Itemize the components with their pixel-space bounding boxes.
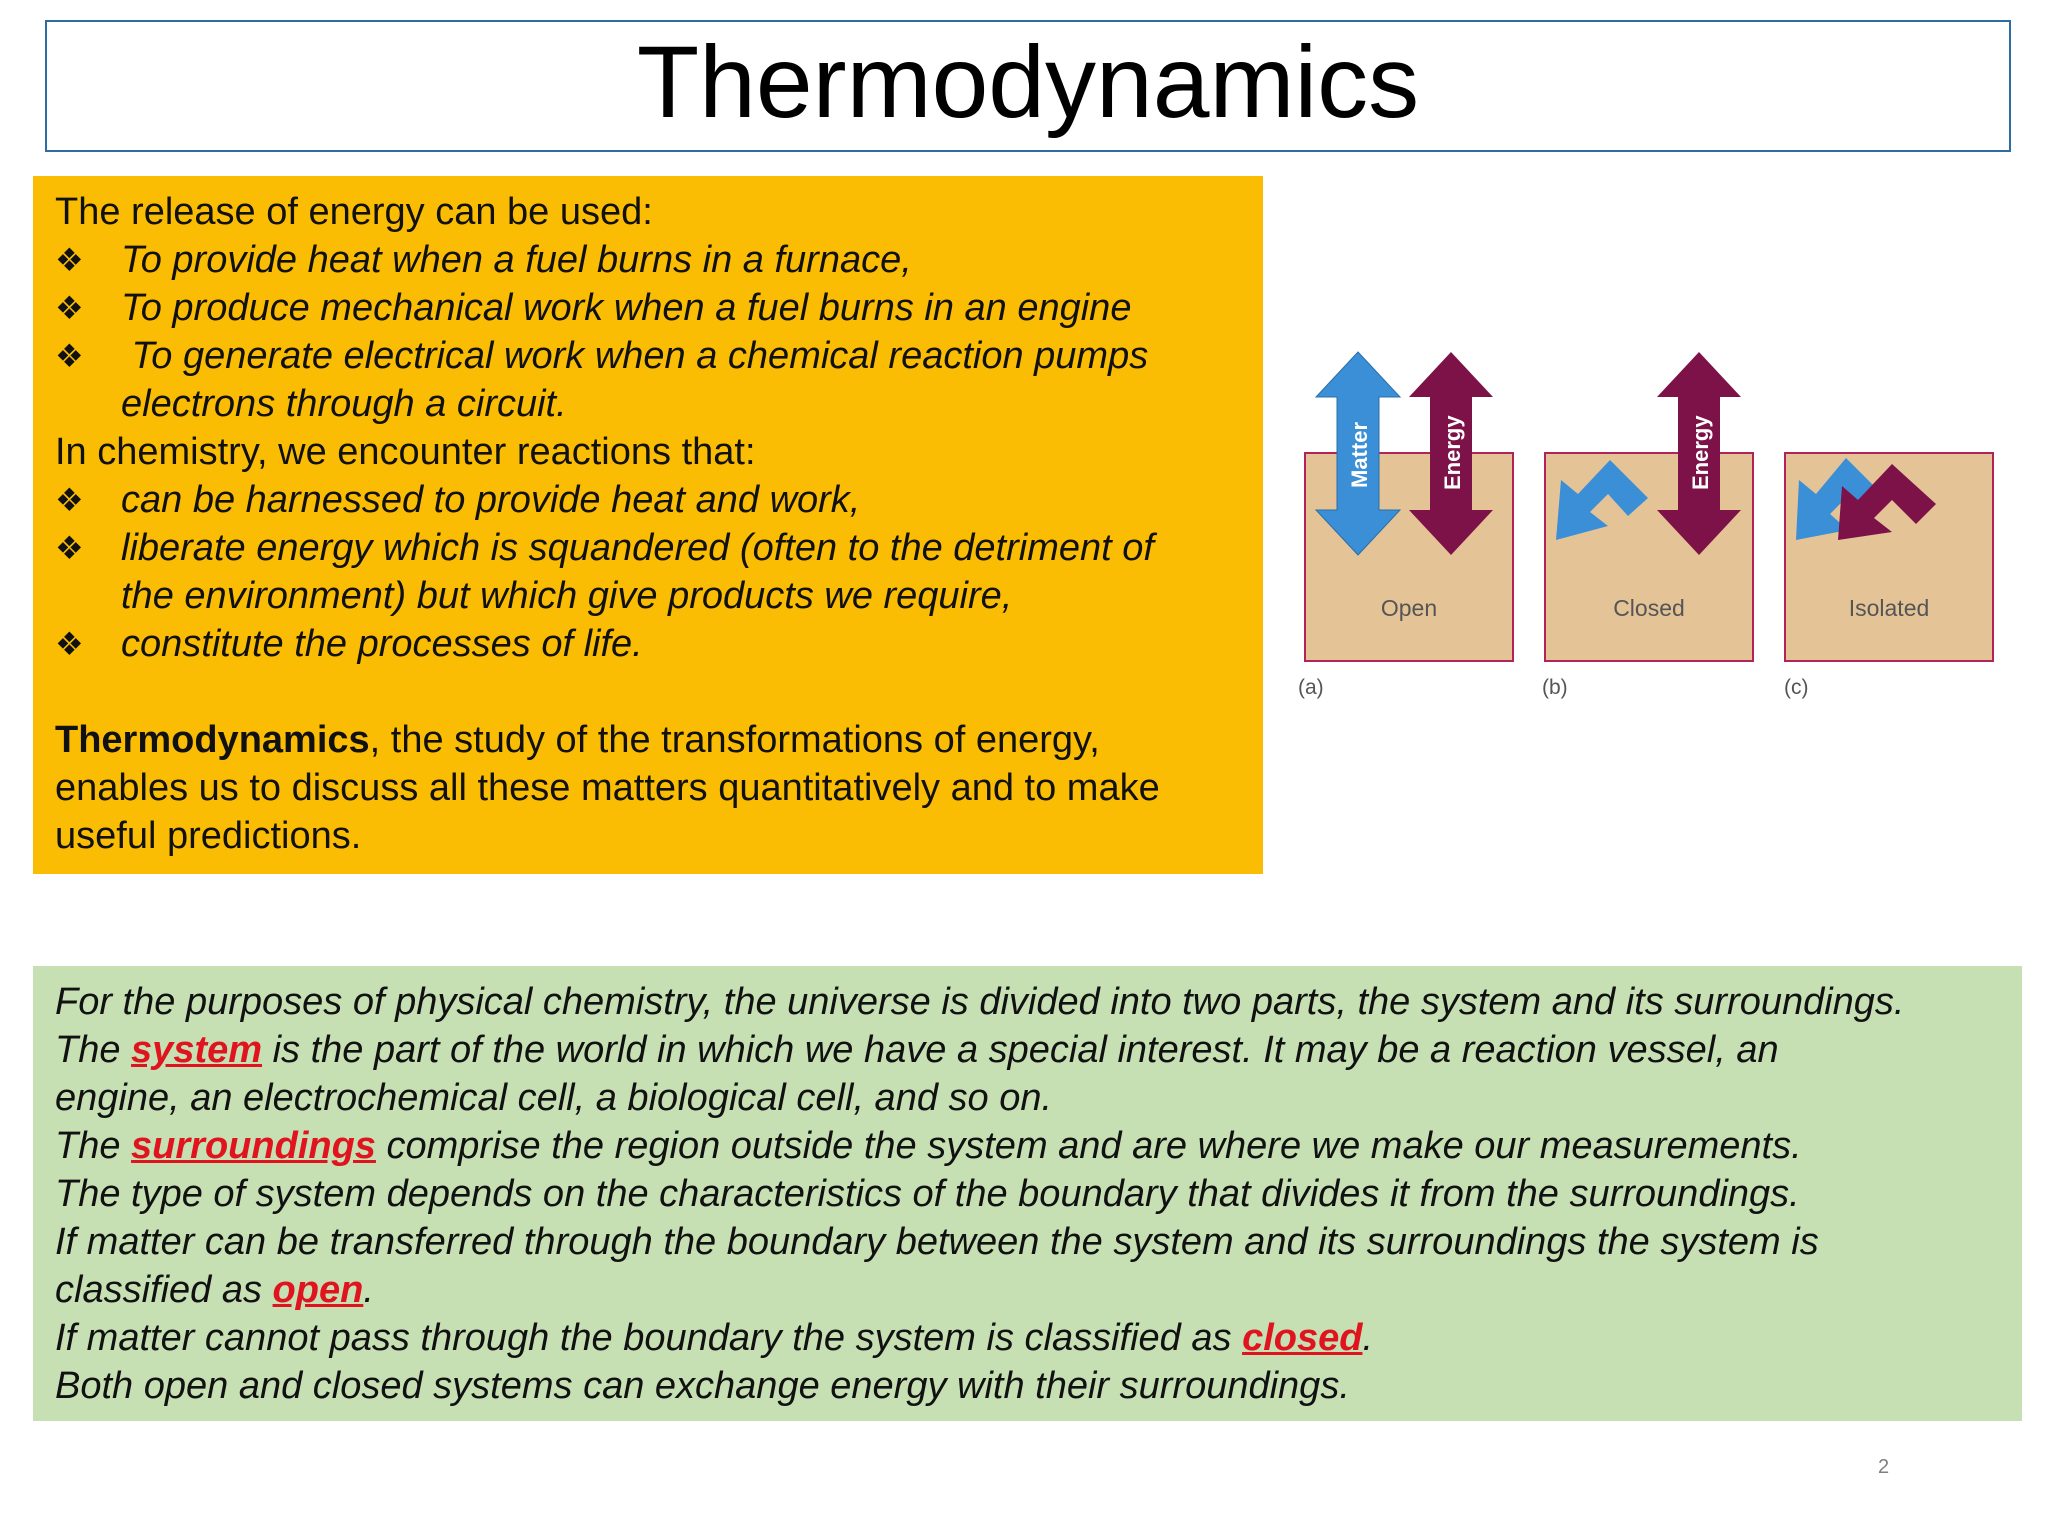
diamond-bullet-icon: ❖ — [55, 530, 84, 566]
paragraph-line: engine, an electrochemical cell, a biological cell, and so on. — [55, 1077, 1053, 1119]
use-text: To produce mechanical work when a fuel burns in an engine — [121, 287, 1132, 329]
reaction-text: can be harnessed to provide heat and work, — [121, 479, 861, 521]
panel-sublabel-b: (b) — [1542, 676, 1568, 699]
term-closed: closed — [1242, 1317, 1363, 1359]
page-number: 2 — [1878, 1456, 1890, 1478]
text-fragment: . — [1362, 1317, 1374, 1359]
uses-intro: The release of energy can be used: — [55, 191, 653, 233]
reaction-item — [55, 524, 1245, 572]
paragraph-line — [55, 1314, 2022, 1362]
paragraph-line: Both open and closed systems can exchange energy with their surroundings. — [55, 1365, 1350, 1407]
reaction-text: liberate energy which is squandered (often to the detriment of — [121, 527, 1154, 569]
definition-line: useful predictions. — [55, 815, 362, 857]
text-fragment: is the part of the world in which we have a special interest. It may be a reaction vessel, an — [262, 1029, 1779, 1071]
text-fragment: If matter cannot pass through the boundary the system is classified as — [55, 1317, 1243, 1359]
use-text: To generate electrical work when a chemical reaction pumps — [121, 335, 1149, 377]
text-fragment: classified as — [55, 1269, 273, 1311]
reaction-text: constitute the processes of life. — [121, 623, 643, 665]
energy-arrow-label: Energy — [1440, 415, 1465, 490]
slide-title: Thermodynamics — [636, 25, 1420, 139]
paragraph-line: The type of system depends on the characteristics of the boundary that divides it from the surroundings. — [55, 1173, 1800, 1215]
reaction-item — [55, 476, 1245, 524]
matter-arrow-label: Matter — [1347, 421, 1372, 488]
reactions-intro: In chemistry, we encounter reactions that: — [55, 431, 756, 473]
paragraph-line: If matter can be transferred through the boundary between the system and its surroundings the system is — [55, 1221, 1819, 1263]
system-arrows-diagram — [1296, 340, 2016, 720]
panel-label-isolated: Isolated — [1848, 595, 1930, 621]
definition-line — [55, 716, 1245, 764]
use-item — [55, 284, 1245, 332]
definition-line: enables us to discuss all these matters quantitatively and to make — [55, 767, 1160, 809]
diamond-bullet-icon: ❖ — [55, 338, 84, 374]
matter-arrow-icon — [1556, 460, 1648, 540]
diamond-bullet-icon: ❖ — [55, 242, 84, 278]
energy-arrow-label: Energy — [1688, 415, 1713, 490]
text-fragment: The — [55, 1029, 132, 1071]
paragraph-line — [55, 1122, 2022, 1170]
title-box — [45, 20, 2011, 152]
panel-label-open: Open — [1380, 595, 1438, 621]
paragraph-line — [55, 1266, 2022, 1314]
reaction-item — [55, 620, 1245, 668]
definition-term: Thermodynamics — [55, 719, 370, 761]
panel-sublabel-a: (a) — [1298, 676, 1324, 699]
panel-sublabel-c: (c) — [1784, 676, 1809, 699]
diamond-bullet-icon: ❖ — [55, 626, 84, 662]
text-fragment: . — [363, 1269, 374, 1311]
reaction-text-continuation: the environment) but which give products we require, — [121, 575, 1013, 617]
use-item — [55, 236, 1245, 284]
term-system: system — [131, 1029, 263, 1071]
use-text: To provide heat when a fuel burns in a furnace, — [121, 239, 912, 281]
panel-label-closed: Closed — [1613, 595, 1685, 621]
system-types-figure — [1296, 340, 2016, 720]
paragraph-line: For the purposes of physical chemistry, the universe is divided into two parts, the system and its surroundings. — [55, 981, 1905, 1023]
energy-uses-box — [33, 176, 1263, 874]
diamond-bullet-icon: ❖ — [55, 482, 84, 518]
paragraph-line — [55, 1026, 2022, 1074]
term-surroundings: surroundings — [131, 1125, 376, 1167]
system-definitions-box — [33, 966, 2022, 1421]
diamond-bullet-icon: ❖ — [55, 290, 84, 326]
term-open: open — [272, 1269, 364, 1311]
use-item — [55, 332, 1245, 380]
definition-text: , the study of the transformations of energy, — [369, 719, 1100, 761]
use-text-continuation: electrons through a circuit. — [121, 383, 567, 425]
text-fragment: The — [55, 1125, 132, 1167]
text-fragment: comprise the region outside the system and are where we make our measurements. — [375, 1125, 1802, 1167]
